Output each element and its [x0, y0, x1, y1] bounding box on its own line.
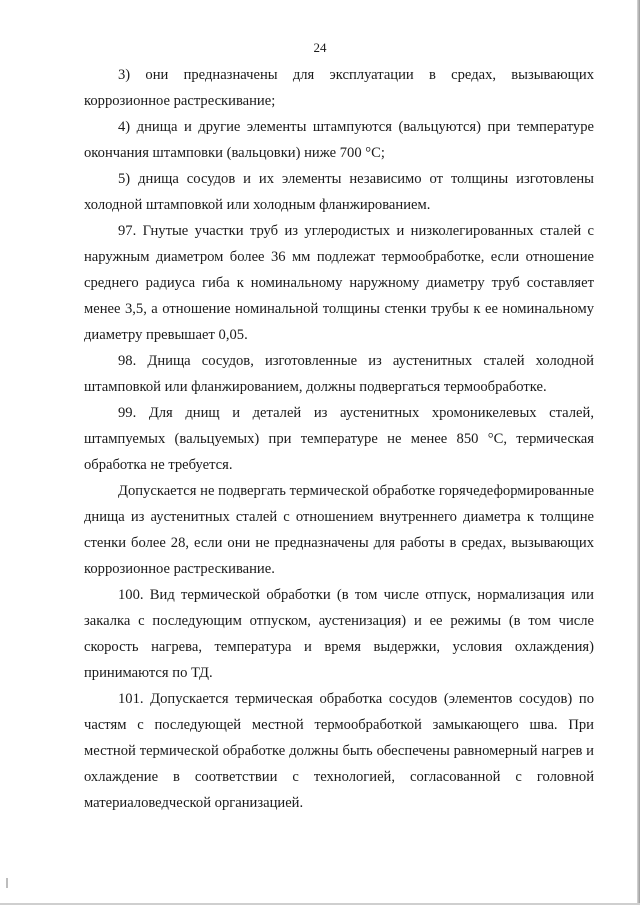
- document-body: [84, 62, 594, 816]
- paragraph-item-3: 3) они предназначены для эксплуатации в средах, вызывающих коррозионное растрескивание;: [84, 67, 594, 109]
- paragraph-97: 97. Гнутые участки труб из углеродистых и низколегированных сталей с наружным диаметром более 36 мм подлежат термообработке, если отношение среднего радиуса гиба к номинальному наружному диаметру труб составляет менее 3,5, а отношение номинальной толщины стенки трубы к ее номинальному диаметру превышает 0,05.: [84, 223, 594, 343]
- paragraph-item-5: 5) днища сосудов и их элементы независимо от толщины изготовлены холодной штамповкой или холодным фланжированием.: [84, 171, 594, 213]
- paragraph-item-4: 4) днища и другие элементы штампуются (вальцуются) при температуре окончания штамповки (вальцовки) ниже 700 °С;: [84, 119, 594, 161]
- scan-margin-mark: [6, 878, 8, 888]
- paragraph-98: 98. Днища сосудов, изготовленные из аустенитных сталей холодной штамповкой или фланжированием, должны подвергаться термообработке.: [84, 353, 594, 395]
- paragraph-101: 101. Допускается термическая обработка сосудов (элементов сосудов) по частям с последующей местной термообработкой замыкающего шва. При местной термической обработке должны быть обеспечены равномерный нагрев и охлаждение в соответствии с технологией, согласованной с головной материаловедческой организацией.: [84, 691, 594, 811]
- paragraph-100: 100. Вид термической обработки (в том числе отпуск, нормализация или закалка с последующим отпуском, аустенизация) и ее режимы (в том числе скорость нагрева, температура и время выдержки, условия охлаждения) принимаются по ТД.: [84, 587, 594, 681]
- page-number: 24: [313, 40, 327, 55]
- paragraph-99: 99. Для днищ и деталей из аустенитных хромоникелевых сталей, штампуемых (вальцуемых) при температуре не менее 850 °С, термическая обработка не требуется.: [84, 405, 594, 473]
- paragraph-99-note: Допускается не подвергать термической обработке горячедеформированные днища из аустенитных сталей с отношением внутреннего диаметра к толщине стенки более 28, если они не предназначены для работы в средах, вызывающих коррозионное растрескивание.: [84, 483, 594, 577]
